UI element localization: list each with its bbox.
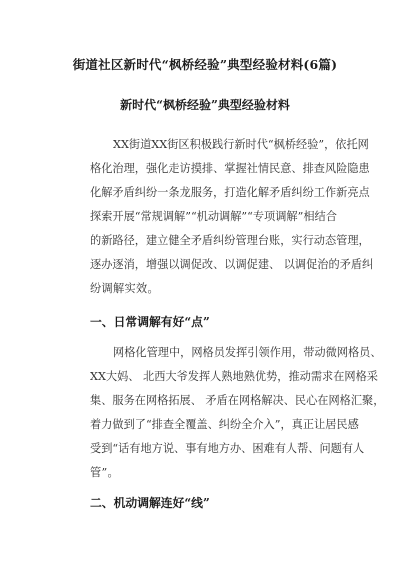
paragraph-line: 逐办逐消，增强以调促改、以调促建、 以调促治的矛盾纠 (90, 258, 374, 271)
paragraph-line: 网格化管理中，网格员发挥引领作用，带动微网格员、 (113, 346, 382, 359)
paragraph-line: 管”。 (90, 466, 119, 479)
paragraph-line: 化解矛盾纠纷一条龙服务，打造化解矛盾纠纷工作新亮点 (90, 186, 370, 199)
document-subtitle: 新时代“枫桥经验”典型经验材料 (120, 98, 290, 112)
paragraph-line: 着力做到了“排查全覆盖、纠纷全介入”，真正让居民感 (90, 418, 359, 431)
paragraph-line: 格化治理，强化走访摸排、掌握社情民意、排查风险隐患 (90, 162, 370, 175)
section-heading: 一、日常调解有好“点” (90, 315, 210, 329)
paragraph-line: 的新路径，建立健全矛盾纠纷管理台账，实行动态管理， (90, 234, 370, 247)
paragraph-line: 纷调解实效。 (90, 282, 159, 295)
paragraph-line: XX大妈、 北西大爷发挥人熟地熟优势，推动需求在网格采 (90, 370, 378, 383)
paragraph-line: 集、服务在网格拓展、 矛盾在网格解决、民心在网格汇聚， (90, 394, 385, 407)
paragraph-line: 受到“话有地方说、事有地方办、困难有人帮、问题有人 (90, 442, 365, 455)
document-title: 街道社区新时代“枫桥经验”典型经验材料(6篇) (72, 57, 338, 72)
paragraph-line: XX街道XX街区积极践行新时代“枫桥经验”，依托网 (113, 138, 369, 151)
section-heading: 二、机动调解连好“线” (90, 496, 210, 510)
paragraph-line: 探索开展“常规调解”“机动调解”“专项调解”相结合 (90, 210, 337, 223)
